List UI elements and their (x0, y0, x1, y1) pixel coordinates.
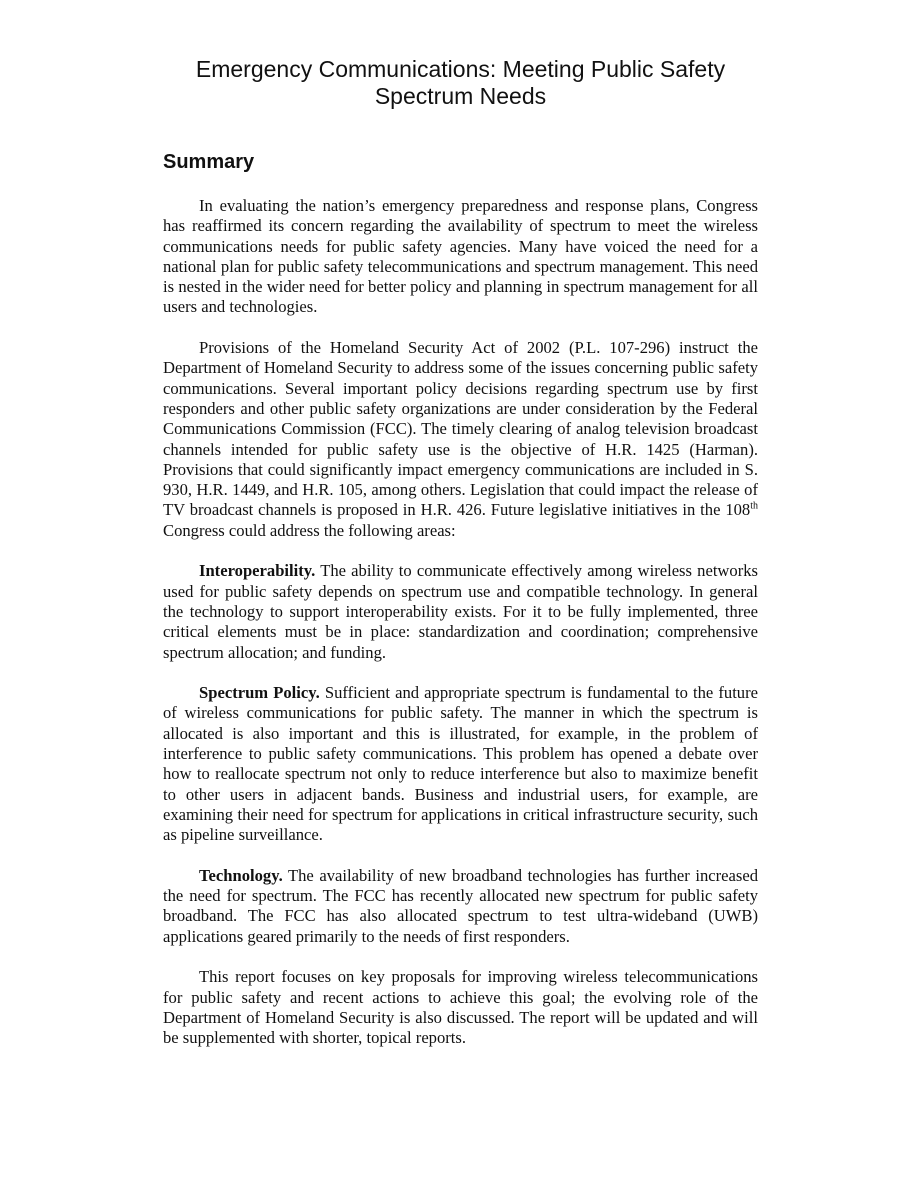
technology-text: The availability of new broadband technologies has further increased the need for spectrum. The FCC has recently allocated new spectrum for public safety broadband. The FCC has also allocated spectrum to test ultra-wideband (UWB) applications geared primarily to the needs of first responders. (163, 865, 758, 946)
spectrum-policy-text: Sufficient and appropriate spectrum is fundamental to the future of wireless communications for public safety. The manner in which the spectrum is allocated is also important and this is illustrated, for example, in the problem of interference to public safety communications. This problem has opened a debate over how to reallocate spectrum not only to reduce interference but also to maximize benefit to other users in adjacent bands. Business and industrial users, for example, are examining their need for spectrum for applications in critical infrastructure security, such as pipeline surveillance. (163, 683, 758, 845)
summary-heading: Summary (163, 151, 255, 173)
paragraph-provisions (163, 338, 758, 541)
paragraph-provisions-text: Provisions of the Homeland Security Act of 2002 (P.L. 107-296) instruct the Department of Homeland Security to address some of the issues concerning public safety communications. Several important policy decisions regarding spectrum use by first responders and other public safety organizations are under consideration by the Federal Communications Commission (FCC). The timely clearing of analog television broadcast channels intended for public safety use is the objective of H.R. 1425 (Harman). Provisions that could significantly impact emergency communications are included in S. 930, H.R. 1449, and H.R. 105, among others. Legislation that could impact the release of TV broadcast channels is proposed in H.R. 426. Future legislative initiatives in the 108 (163, 338, 758, 520)
technology-lead: Technology. (199, 865, 283, 885)
paragraph-report-focus: This report focuses on key proposals for improving wireless telecommunications for public safety and recent actions to achieve this goal; the evolving role of the Department of Homeland Security is also discussed. The report will be updated and will be supplemented with shorter, topical reports. (163, 967, 758, 1048)
document-title (163, 56, 758, 110)
paragraph-technology (163, 866, 758, 947)
interoperability-lead: Interoperability. (199, 561, 316, 581)
paragraph-provisions-tail: Congress could address the following areas: (163, 520, 456, 540)
document-title-line-2: Spectrum Needs (374, 83, 547, 109)
paragraph-intro: In evaluating the nation’s emergency preparedness and response plans, Congress has reaffirmed its concern regarding the availability of spectrum to meet the wireless communications needs for public safety agencies. Many have voiced the need for a national plan for public safety telecommunications and spectrum management. This need is nested in the wider need for better policy and planning in spectrum management for all users and technologies. (163, 196, 758, 317)
paragraph-spectrum-policy (163, 683, 758, 845)
spectrum-policy-lead: Spectrum Policy. (199, 683, 320, 703)
interoperability-text: The ability to communicate effectively among wireless networks used for public safety depends on spectrum use and compatible technology. In general the technology to support interoperability exists. For it to be fully implemented, three critical elements must be in place: standardization and coordination; comprehensive spectrum allocation; and funding. (163, 561, 758, 662)
ordinal-superscript: th (750, 500, 758, 512)
document-page (163, 56, 758, 1048)
paragraph-interoperability (163, 561, 758, 662)
document-title-line-1: Emergency Communications: Meeting Public Safety (195, 56, 726, 82)
